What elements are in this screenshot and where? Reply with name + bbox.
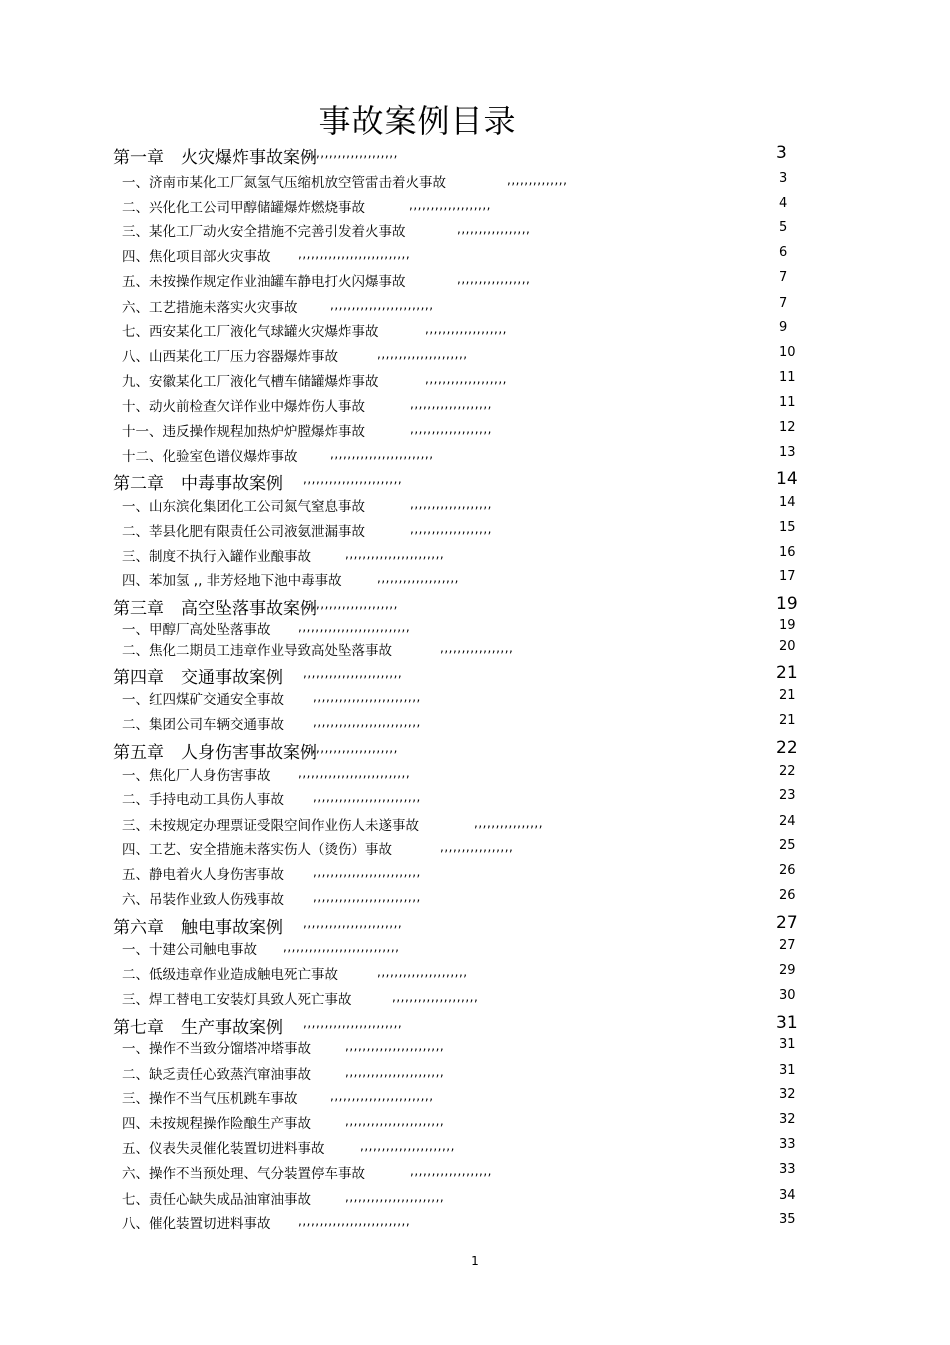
page-ref: 22 [776, 738, 798, 758]
dot-leader: ,,,,,,,,,,,,,,,,,,,,,,, [345, 1039, 445, 1053]
dot-leader: ,,,,,,,,,,,,,,,,,,,,,,, [303, 666, 403, 680]
dot-leader: ,,,,,,,,,,,,,,,,,,,,,, [303, 741, 398, 755]
dot-leader: ,,,,,,,,,,,,,,,,,,, [410, 522, 492, 536]
page-ref: 9 [779, 320, 788, 335]
page-ref: 7 [779, 270, 788, 285]
page-ref: 21 [779, 713, 796, 728]
page-ref: 15 [779, 520, 796, 535]
entry-title: 九、安徽某化工厂液化气槽车储罐爆炸事故 [122, 374, 379, 390]
entry-title: 二、兴化化工公司甲醇储罐爆炸燃烧事故 [122, 200, 365, 216]
entry-title: 十、动火前检查欠详作业中爆炸伤人事故 [122, 399, 365, 415]
dot-leader: ,,,,,,,,,,,,,,,,, [440, 840, 514, 854]
dot-leader: ,,,,,,,,,,,,,, [507, 173, 568, 187]
dot-leader: ,,,,,,,,,,,,,,,,,,, [377, 571, 459, 585]
dot-leader: ,,,,,,,,,,,,,,,, [474, 816, 544, 830]
page-ref: 7 [779, 296, 788, 311]
dot-leader: ,,,,,,,,,,,,,,,,,,,,,,, [303, 472, 403, 486]
page-ref: 19 [776, 594, 798, 614]
page-ref: 10 [779, 345, 796, 360]
dot-leader: ,,,,,,,,,,,,,,,,,,,,,, [303, 146, 398, 160]
page-ref: 26 [779, 863, 796, 878]
entry-title: 一、红四煤矿交通安全事故 [122, 692, 284, 708]
page-ref: 25 [779, 838, 796, 853]
dot-leader: ,,,,,,,,,,,,,,,,,,,,,, [360, 1139, 455, 1153]
page-ref: 32 [779, 1112, 796, 1127]
page-ref: 33 [779, 1137, 796, 1152]
page-ref: 13 [779, 445, 796, 460]
entry-title: 十一、违反操作规程加热炉炉膛爆炸事故 [122, 424, 365, 440]
entry-title: 二、低级违章作业造成触电死亡事故 [122, 967, 338, 983]
page-ref: 27 [779, 938, 796, 953]
dot-leader: ,,,,,,,,,,,,,,,,,,,, [392, 990, 479, 1004]
entry-title: 四、焦化项目部火灾事故 [122, 249, 271, 265]
dot-leader: ,,,,,,,,,,,,,,,,,,,,, [377, 965, 468, 979]
page-ref: 12 [779, 420, 796, 435]
chapter-title: 第一章 火灾爆炸事故案例 [113, 148, 317, 168]
dot-leader: ,,,,,,,,,,,,,,,,,,,,,,,,,, [298, 620, 411, 634]
entry-title: 一、山东滨化集团化工公司氮气窒息事故 [122, 499, 365, 515]
dot-leader: ,,,,,,,,,,,,,,,,,,,,,,,,,, [298, 247, 411, 261]
page-ref: 24 [779, 814, 796, 829]
page-ref: 30 [779, 988, 796, 1003]
page-ref: 11 [779, 370, 796, 385]
dot-leader: ,,,,,,,,,,,,,,,,, [457, 272, 531, 286]
document-title: 事故案例目录 [318, 102, 517, 140]
dot-leader: ,,,,,,,,,,,,,,,,,,,,,,,,, [313, 865, 421, 879]
entry-title: 十二、化验室色谱仪爆炸事故 [122, 449, 298, 465]
dot-leader: ,,,,,,,,,,,,,,,,,,,,,,, [345, 1190, 445, 1204]
page-ref: 19 [779, 618, 796, 633]
dot-leader: ,,,,,,,,,,,,,,,,,,,,,, [303, 597, 398, 611]
page-ref: 3 [776, 143, 787, 163]
chapter-title: 第四章 交通事故案例 [113, 668, 283, 688]
dot-leader: ,,,,,,,,,,,,,,,,,,,,,,,,,,, [283, 940, 400, 954]
chapter-title: 第五章 人身伤害事故案例 [113, 743, 317, 763]
page-ref: 29 [779, 963, 796, 978]
dot-leader: ,,,,,,,,,,,,,,,,, [440, 641, 514, 655]
entry-title: 一、焦化厂人身伤害事故 [122, 768, 271, 784]
dot-leader: ,,,,,,,,,,,,,,,,,,,,,,,, [330, 298, 434, 312]
entry-title: 三、操作不当气压机跳车事故 [122, 1091, 298, 1107]
entry-title: 八、山西某化工厂压力容器爆炸事故 [122, 349, 338, 365]
entry-title: 一、操作不当致分馏塔冲塔事故 [122, 1041, 311, 1057]
entry-title: 二、焦化二期员工违章作业导致高处坠落事故 [122, 643, 392, 659]
dot-leader: ,,,,,,,,,,,,,,,,,,,,,,,,, [313, 890, 421, 904]
page-ref: 20 [779, 639, 796, 654]
entry-title: 五、仪表失灵催化装置切进料事故 [122, 1141, 325, 1157]
page-ref: 16 [779, 545, 796, 560]
page-ref: 27 [776, 913, 798, 933]
entry-title: 六、工艺措施未落实火灾事故 [122, 300, 298, 316]
entry-title: 四、工艺、安全措施未落实伤人（烫伤）事故 [122, 842, 392, 858]
dot-leader: ,,,,,,,,,,,,,,,,,,,,,,,,, [313, 715, 421, 729]
entry-title: 一、济南市某化工厂氮氢气压缩机放空管雷击着火事故 [122, 175, 446, 191]
page-ref: 21 [776, 663, 798, 683]
dot-leader: ,,,,,,,,,,,,,,,,,,, [410, 397, 492, 411]
entry-title: 二、缺乏责任心致蒸汽窜油事故 [122, 1067, 311, 1083]
dot-leader: ,,,,,,,,,,,,,,,,,,,,,,,,,, [298, 1214, 411, 1228]
entry-title: 二、手持电动工具伤人事故 [122, 792, 284, 808]
entry-title: 三、焊工替电工安装灯具致人死亡事故 [122, 992, 352, 1008]
entry-title: 五、未按操作规定作业油罐车静电打火闪爆事故 [122, 274, 406, 290]
page-number: 1 [471, 1254, 479, 1268]
page-ref: 11 [779, 395, 796, 410]
dot-leader: ,,,,,,,,,,,,,,,,,,,,,,, [303, 916, 403, 930]
page-ref: 31 [779, 1063, 796, 1078]
page-ref: 31 [776, 1013, 798, 1033]
entry-title: 二、集团公司车辆交通事故 [122, 717, 284, 733]
entry-title: 四、未按规程操作险酿生产事故 [122, 1116, 311, 1132]
chapter-title: 第七章 生产事故案例 [113, 1018, 283, 1038]
entry-title: 七、西安某化工厂液化气球罐火灾爆炸事故 [122, 324, 379, 340]
dot-leader: ,,,,,,,,,,,,,,,,,,, [410, 497, 492, 511]
entry-title: 三、未按规定办理票证受限空间作业伤人未遂事故 [122, 818, 419, 834]
page-ref: 4 [779, 196, 788, 211]
page-ref: 5 [779, 220, 788, 235]
chapter-title: 第三章 高空坠落事故案例 [113, 599, 317, 619]
entry-title: 四、苯加氢 ,, 非芳烃地下池中毒事故 [122, 573, 342, 589]
page-ref: 14 [779, 495, 796, 510]
entry-title: 三、某化工厂动火安全措施不完善引发着火事故 [122, 224, 406, 240]
page-ref: 34 [779, 1188, 796, 1203]
page-ref: 21 [779, 688, 796, 703]
dot-leader: ,,,,,,,,,,,,,,,,,,,,,,,, [330, 1089, 434, 1103]
entry-title: 二、莘县化肥有限责任公司液氨泄漏事故 [122, 524, 365, 540]
entry-title: 七、责任心缺失成品油窜油事故 [122, 1192, 311, 1208]
chapter-title: 第六章 触电事故案例 [113, 918, 283, 938]
dot-leader: ,,,,,,,,,,,,,,,,,,,,,,,,,, [298, 766, 411, 780]
dot-leader: ,,,,,,,,,,,,,,,,,,,,, [377, 347, 468, 361]
page-ref: 32 [779, 1087, 796, 1102]
page-ref: 6 [779, 245, 788, 260]
dot-leader: ,,,,,,,,,,,,,,,,,,, [409, 198, 491, 212]
dot-leader: ,,,,,,,,,,,,,,,,,,, [425, 322, 507, 336]
page-ref: 31 [779, 1037, 796, 1052]
dot-leader: ,,,,,,,,,,,,,,,,,,,,,,,, [330, 447, 434, 461]
dot-leader: ,,,,,,,,,,,,,,,,,,, [425, 372, 507, 386]
dot-leader: ,,,,,,,,,,,,,,,,,,,,,,, [345, 1065, 445, 1079]
dot-leader: ,,,,,,,,,,,,,,,,,,,,,,, [345, 1114, 445, 1128]
entry-title: 八、催化装置切进料事故 [122, 1216, 271, 1232]
dot-leader: ,,,,,,,,,,,,,,,,,,,,,,, [345, 547, 445, 561]
dot-leader: ,,,,,,,,,,,,,,,,,,,,,,, [303, 1016, 403, 1030]
dot-leader: ,,,,,,,,,,,,,,,,,,, [410, 422, 492, 436]
page-ref: 33 [779, 1162, 796, 1177]
page-ref: 35 [779, 1212, 796, 1227]
chapter-title: 第二章 中毒事故案例 [113, 474, 283, 494]
page-ref: 22 [779, 764, 796, 779]
dot-leader: ,,,,,,,,,,,,,,,,,,, [410, 1164, 492, 1178]
entry-title: 六、操作不当预处理、气分装置停车事故 [122, 1166, 365, 1182]
entry-title: 三、制度不执行入罐作业酿事故 [122, 549, 311, 565]
page-ref: 3 [779, 171, 788, 186]
entry-title: 一、十建公司触电事故 [122, 942, 257, 958]
page-ref: 23 [779, 788, 796, 803]
entry-title: 六、吊装作业致人伤残事故 [122, 892, 284, 908]
entry-title: 五、静电着火人身伤害事故 [122, 867, 284, 883]
dot-leader: ,,,,,,,,,,,,,,,,,,,,,,,,, [313, 790, 421, 804]
page-ref: 14 [776, 469, 798, 489]
entry-title: 一、甲醇厂高处坠落事故 [122, 622, 271, 638]
page-ref: 17 [779, 569, 796, 584]
dot-leader: ,,,,,,,,,,,,,,,,, [457, 222, 531, 236]
dot-leader: ,,,,,,,,,,,,,,,,,,,,,,,,, [313, 690, 421, 704]
page-ref: 26 [779, 888, 796, 903]
